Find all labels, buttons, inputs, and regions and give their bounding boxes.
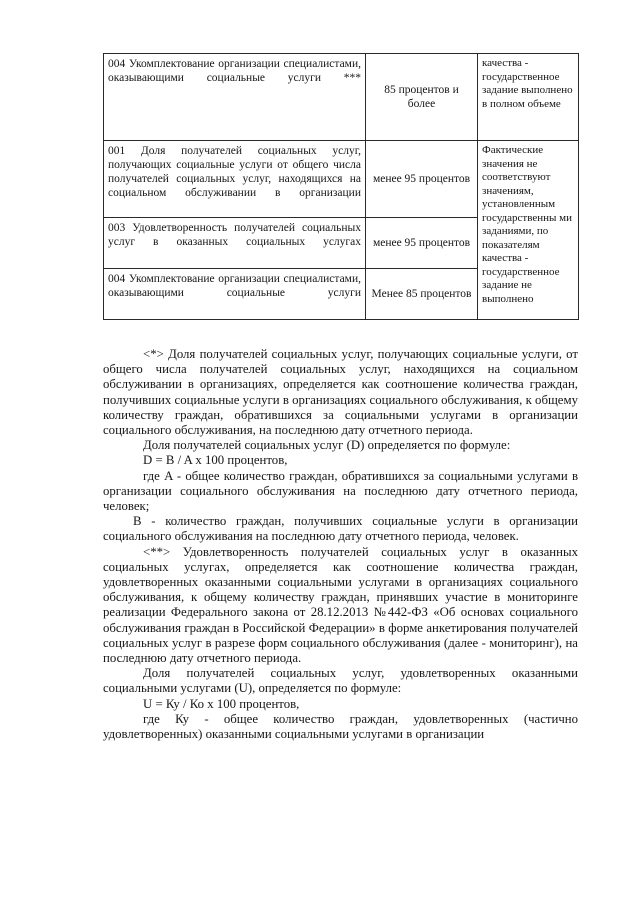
value-cell: менее 95 процентов xyxy=(366,218,478,269)
note-cell: качества - государственное задание выполнено в полном объеме xyxy=(478,54,579,141)
value-cell: менее 95 процентов xyxy=(366,141,478,218)
document-body xyxy=(103,347,578,742)
quality-indicators-table xyxy=(103,53,579,320)
formula: D = B / A x 100 процентов, xyxy=(143,453,288,468)
note-cell: Фактические значения не соответствуют значениям, установленным государственны ми заданиями, по показателям качества - государственное задание не выполнено xyxy=(478,141,579,320)
value-cell: 85 процентов и более xyxy=(366,54,478,141)
paragraph: Доля получателей социальных услуг (D) определяется по формуле: xyxy=(143,438,511,453)
formula: U = Ку / Ко x 100 процентов, xyxy=(143,696,300,711)
paragraph: Доля получателей социальных услуг, удовлетворенных оказанными социальными услугами (U), определяется по формуле: xyxy=(103,666,578,696)
indicator-cell: 001 Доля получателей социальных услуг, получающих социальные услуги от общего числа получателей социальных услуг, находящихся на социальном обслуживании в организации xyxy=(104,141,366,218)
indicator-cell: 004 Укомплектование организации специалистами, оказывающими социальные услуги *** xyxy=(104,54,366,141)
indicator-cell: 003 Удовлетворенность получателей социальных услуг в оказанных социальных услугах xyxy=(104,218,366,269)
value-cell: Менее 85 процентов xyxy=(366,269,478,320)
paragraph: где Ку - общее количество граждан, удовлетворенных (частично удовлетворенных) оказанными социальными услугами в организации xyxy=(103,711,578,742)
table-row xyxy=(104,54,579,141)
indicator-cell: 004 Укомплектование организации специалистами, оказывающими социальные услуги xyxy=(104,269,366,320)
footnote-paragraph: <**> Удовлетворенность получателей социальных услуг в оказанных социальных услугах, определяется как соотношение количества граждан, удовлетворенных оказанными социальными услугами в организациях социального обслуживания, к общему количеству граждан, принявших участие в мониторинге реализации Федерального закона от 28.12.2013 №442-ФЗ «Об основах социального обслуживания граждан в Российской Федерации» в форме анкетирования получателей социальных услуг в разрезе форм социального обслуживания (далее - мониторинг), на последнюю дату отчетного периода. xyxy=(103,544,578,666)
footnote-paragraph: <*> Доля получателей социальных услуг, получающих социальные услуги, от общего числа получателей социальных услуг, находящихся на социальном обслуживании в организациях, определяется как соотношение количества граждан, получивших социальные услуги в организациях социального обслуживания, к общему количеству граждан, обратившихся за социальными услугами в организации социального обслуживания, на последнюю дату отчетного периода. xyxy=(103,347,578,438)
paragraph: где A - общее количество граждан, обратившихся за социальными услугами в организации социального обслуживания на последнюю дату отчетного периода, человек; xyxy=(103,468,578,514)
paragraph: B - количество граждан, получивших социальные услуги в организации социального обслуживания на последнюю дату отчетного периода, человек. xyxy=(103,514,578,544)
table-row xyxy=(104,141,579,218)
